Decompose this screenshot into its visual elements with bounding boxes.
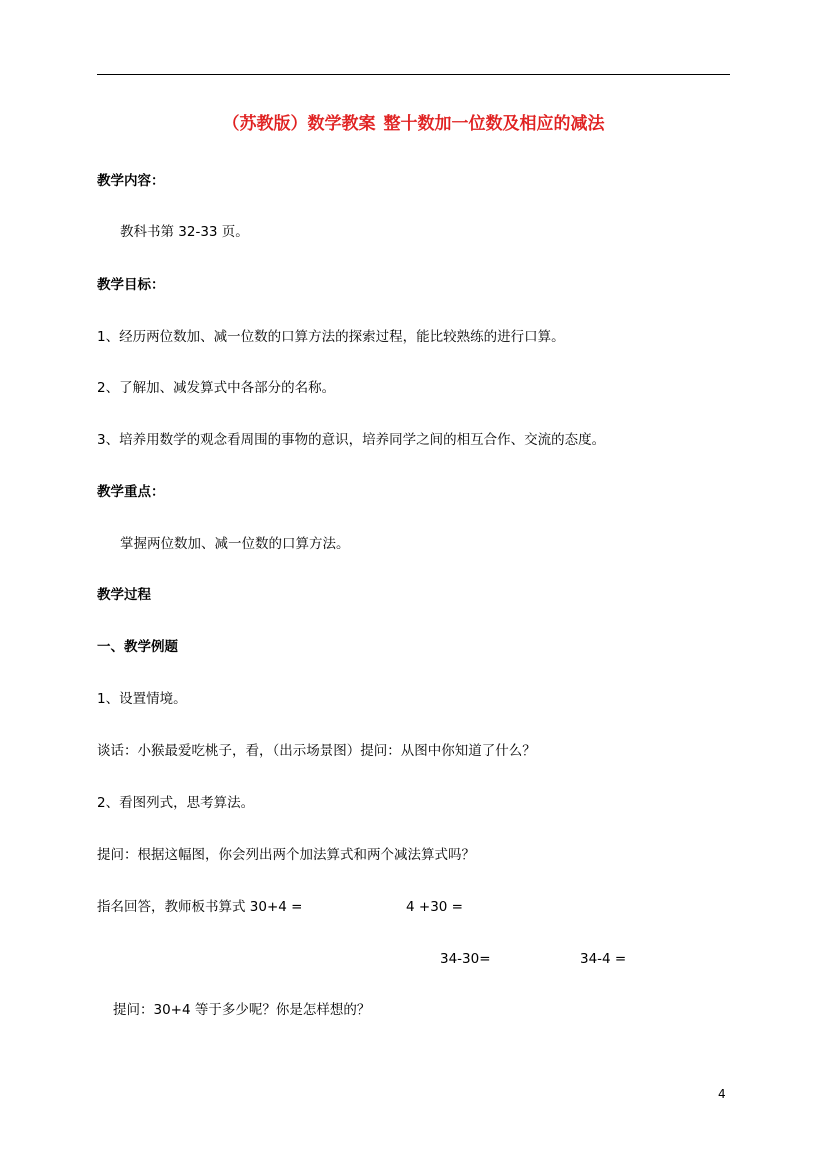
step-2: 2、看图列式，思考算法。 <box>97 795 255 811</box>
answer-prefix: 指名回答，教师板书算式 30+4 = <box>97 899 303 915</box>
equation-add-2: 4 +30 = <box>406 899 463 915</box>
equation-sub-1: 34-30= <box>440 951 491 967</box>
page-number: 4 <box>718 1087 726 1101</box>
content-text: 教科书第 32-33 页。 <box>120 224 249 240</box>
process-heading: 教学过程 <box>97 587 151 603</box>
header-rule <box>97 74 730 75</box>
content-heading: 教学内容： <box>97 173 165 189</box>
step-1: 1、设置情境。 <box>97 691 187 707</box>
goals-heading: 教学目标： <box>97 277 165 293</box>
goal-1: 1、经历两位数加、减一位数的口算方法的探索过程，能比较熟练的进行口算。 <box>97 329 565 345</box>
question-1: 提问：根据这幅图，你会列出两个加法算式和两个减法算式吗？ <box>97 847 475 863</box>
goal-2: 2、了解加、减发算式中各部分的名称。 <box>97 380 336 396</box>
key-heading: 教学重点： <box>97 484 165 500</box>
question-2: 提问：30+4 等于多少呢？你是怎样想的？ <box>113 1002 371 1018</box>
key-text: 掌握两位数加、减一位数的口算方法。 <box>120 536 350 552</box>
title-part-2: 整十数加一位数及相应的减法 <box>383 114 605 134</box>
equation-sub-2: 34-4 = <box>580 951 627 967</box>
document-title <box>0 112 827 136</box>
title-part-1: （苏教版）数学教案 <box>222 114 376 134</box>
example-heading: 一、教学例题 <box>97 639 178 655</box>
goal-3: 3、培养用数学的观念看周围的事物的意识，培养同学之间的相互合作、交流的态度。 <box>97 432 606 448</box>
talk-text: 谈话：小猴最爱吃桃子，看，（出示场景图）提问：从图中你知道了什么？ <box>97 743 536 759</box>
